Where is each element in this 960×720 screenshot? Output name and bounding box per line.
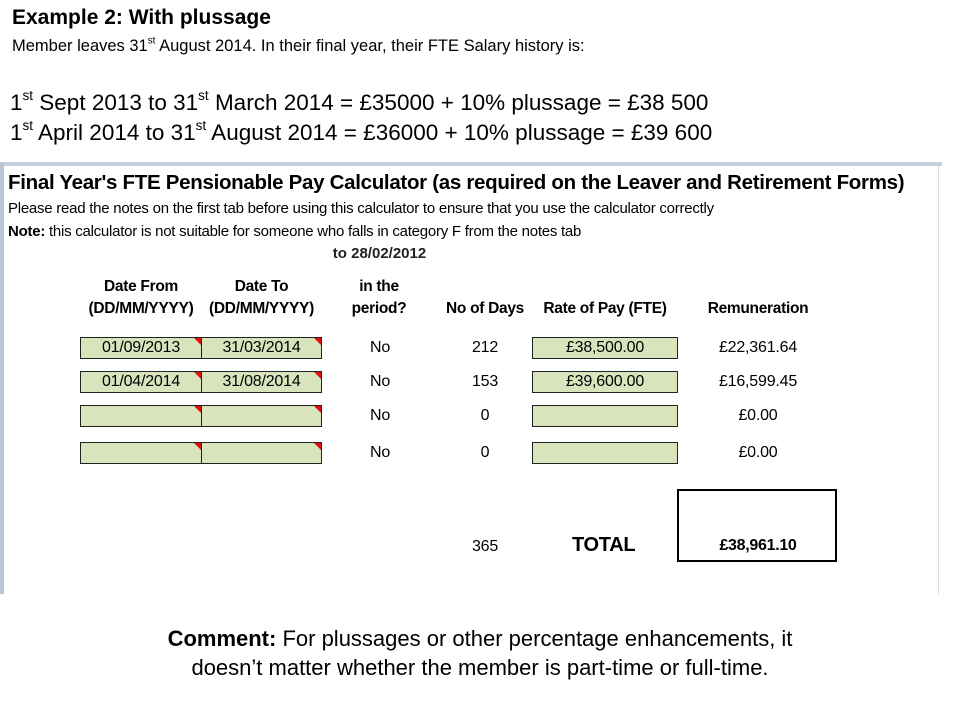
rate-of-pay-input[interactable] [532, 405, 678, 427]
comment-indicator-icon [314, 406, 321, 413]
rate-of-pay-input[interactable]: £38,500.00 [532, 337, 678, 359]
date-to-input[interactable]: 31/03/2014 [201, 337, 322, 359]
days-value: 153 [471, 373, 499, 390]
in-period-value: No [369, 373, 391, 390]
days-value: 0 [480, 444, 490, 461]
date-from-input[interactable]: 01/09/2013 [80, 337, 202, 359]
comment-indicator-icon [194, 406, 201, 413]
date-from-input[interactable]: 01/04/2014 [80, 371, 202, 393]
column-header-rate-of-pay: Rate of Pay (FTE) [543, 300, 667, 317]
remuneration-value: £0.00 [738, 407, 778, 424]
rate-of-pay-input[interactable]: £39,600.00 [532, 371, 678, 393]
total-days-value: 365 [471, 538, 499, 555]
calculator-note: Note: this calculator is not suitable for someone who falls in category F from the notes tab [8, 223, 582, 240]
comment-text: Comment: For plussages or other percentage enhancements, it doesn’t matter whether the member is part-time or full-time. [167, 626, 793, 680]
remuneration-value: £0.00 [738, 444, 778, 461]
clipped-column-header: to 28/02/2012 [332, 245, 427, 262]
comment-indicator-icon [314, 372, 321, 379]
total-label: TOTAL [572, 534, 636, 556]
column-header-remuneration: Remuneration [707, 300, 809, 317]
comment-indicator-icon [194, 443, 201, 450]
column-header-in-period: in the period? [351, 278, 407, 317]
sheet-border [938, 166, 939, 594]
slide-heading: Example 2: With plussage [12, 6, 271, 29]
column-header-date-to: Date To (DD/MM/YYYY) [209, 278, 314, 317]
in-period-value: No [369, 407, 391, 424]
calculator-spreadsheet [0, 162, 942, 594]
days-value: 0 [480, 407, 490, 424]
comment-indicator-icon [194, 372, 201, 379]
comment-indicator-icon [194, 338, 201, 345]
comment-indicator-icon [314, 338, 321, 345]
in-period-value: No [369, 444, 391, 461]
date-to-input[interactable]: 31/08/2014 [201, 371, 322, 393]
days-value: 212 [471, 339, 499, 356]
salary-period-line-1: 1st Sept 2013 to 31st March 2014 = £35000 + 10% plussage = £38 500 [10, 87, 709, 115]
salary-period-line-2: 1st April 2014 to 31st August 2014 = £36000 + 10% plussage = £39 600 [10, 117, 713, 145]
date-to-input[interactable] [201, 442, 322, 464]
comment-indicator-icon [314, 443, 321, 450]
date-to-input[interactable] [201, 405, 322, 427]
column-header-no-of-days: No of Days [446, 300, 524, 317]
date-from-input[interactable] [80, 442, 202, 464]
sheet-border [0, 162, 942, 166]
remuneration-value: £22,361.64 [718, 339, 798, 356]
calculator-title: Final Year's FTE Pensionable Pay Calculator (as required on the Leaver and Retirement Forms) [8, 171, 905, 194]
remuneration-value: £16,599.45 [718, 373, 798, 390]
column-header-date-from: Date From (DD/MM/YYYY) [88, 278, 194, 317]
calculator-instruction: Please read the notes on the first tab before using this calculator to ensure that you use the calculator correctly [8, 200, 714, 217]
sheet-border [0, 162, 4, 594]
rate-of-pay-input[interactable] [532, 442, 678, 464]
date-from-input[interactable] [80, 405, 202, 427]
intro-text: Member leaves 31st August 2014. In their final year, their FTE Salary history is: [12, 35, 585, 55]
in-period-value: No [369, 339, 391, 356]
total-remuneration-value: £38,961.10 [719, 537, 797, 554]
